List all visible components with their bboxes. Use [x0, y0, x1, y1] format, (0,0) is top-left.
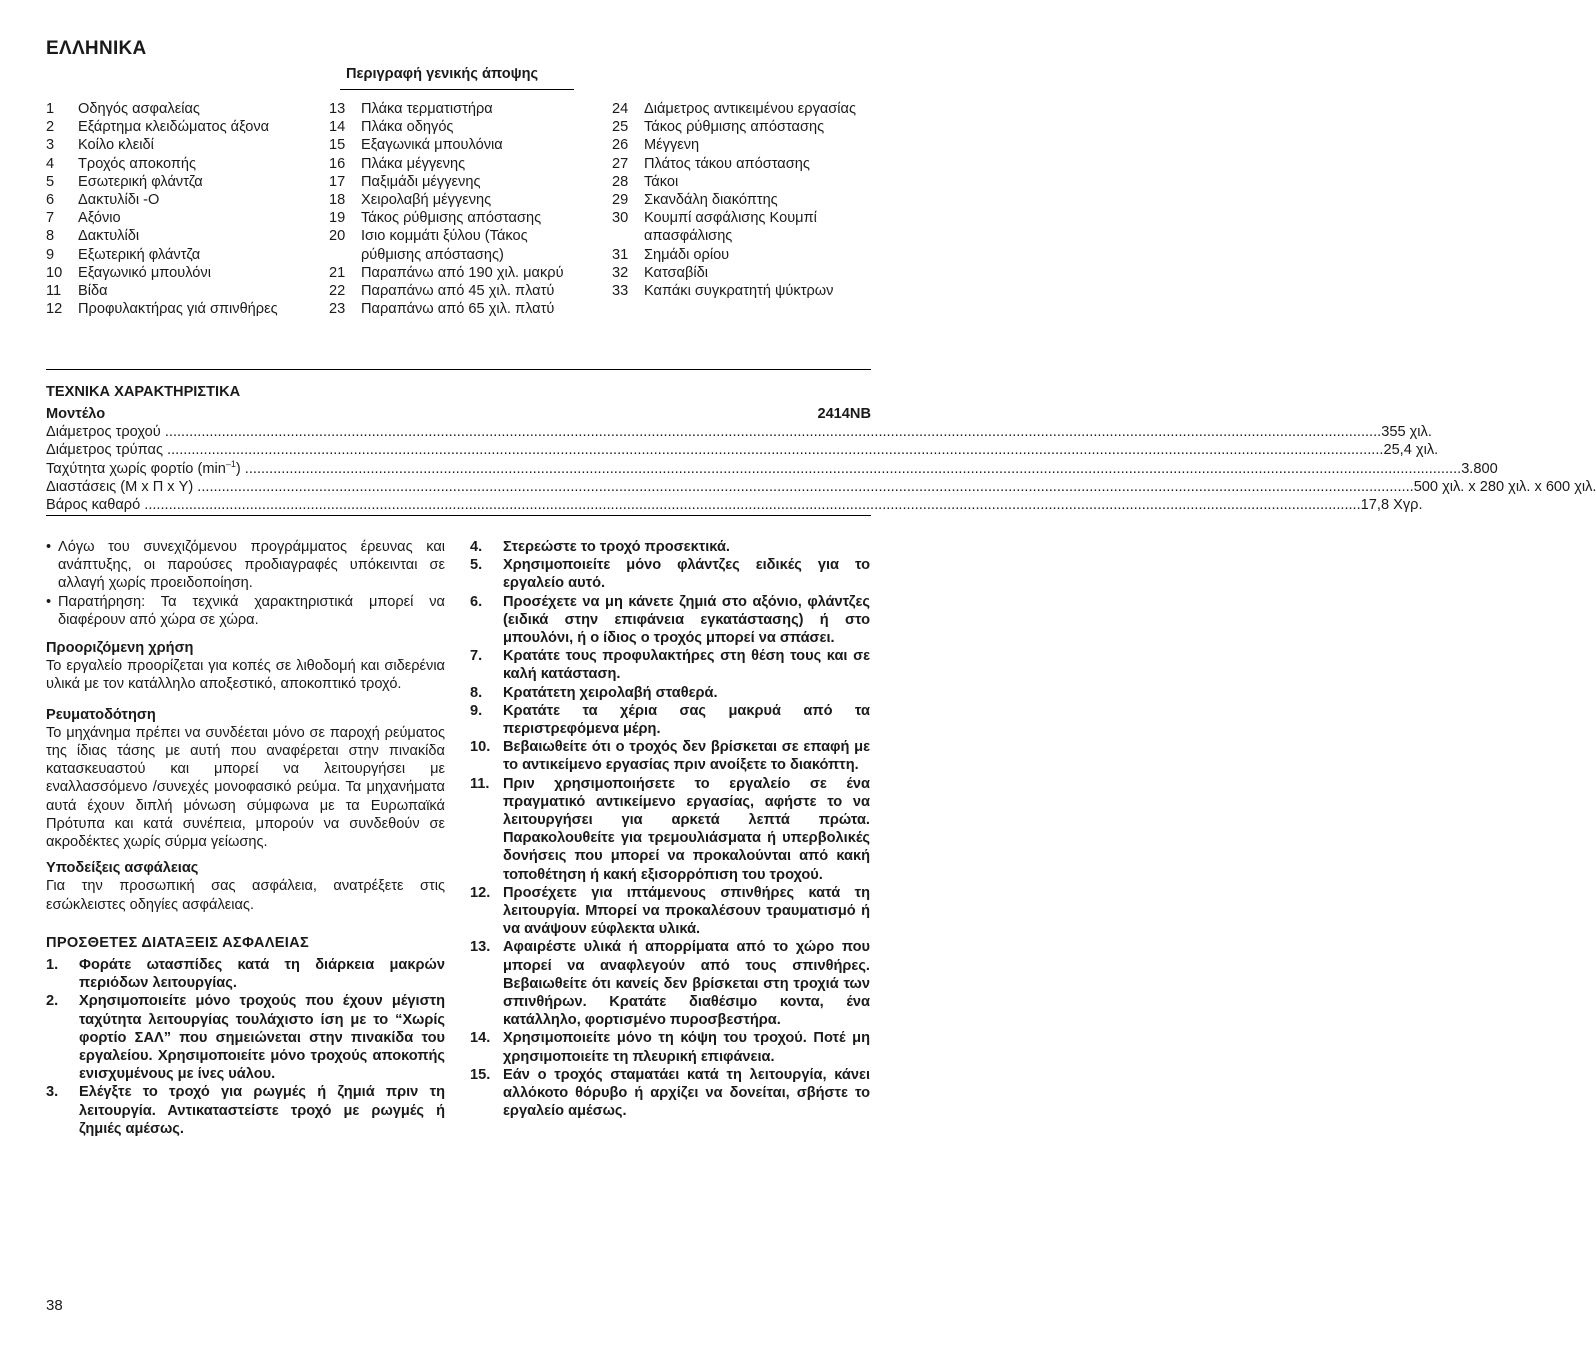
spec-label: Διάμετρος τροχού [46, 424, 161, 441]
safety-item-text: Κρατάτε τα χέρια σας μακρυά από τα περιστρεφόμενα μέρη. [503, 702, 870, 738]
part-label: Τάκοι [644, 173, 679, 190]
spec-row [46, 423, 1432, 441]
part-number: 11 [46, 283, 62, 300]
safety-item-text: Χρησιμοποιείτε μόνο τη κόψη του τροχού. Ποτέ μη χρησιμοποιείτε τη πλευρική επιφάνεια. [503, 1030, 870, 1065]
safety-item-text: Εάν ο τροχός σταματάει κατά τη λειτουργία, κάνει αλλόκοτο θόρυβο ή αρχίζει να δονείται, σβήστε το εργαλείο αμέσως. [503, 1066, 870, 1120]
parts-list-item [46, 118, 286, 136]
part-label: Χειρολαβή μέγγενης [361, 192, 492, 209]
spec-value: 355 χιλ. [1381, 424, 1432, 441]
part-label: Τάκος ρύθμισης απόστασης [644, 119, 825, 136]
safety-item-text: Πριν χρησιμοποιήσετε το εργαλείο σε ένα πραγματικό αντικείμενο εργασίας, αφήστε το να λειτουργήσει για αρκετά λεπτά πρώτα. Παρακολουθείτε για τρεμουλιάσματα ή υπερβολικές δονήσεις που μπορεί να προκαλούνται από κακή τοποθέτηση ή κακή εξισορρόπιση του τροχού. [503, 775, 870, 883]
safety-item-number: 14. [470, 1030, 491, 1047]
safety-item [470, 1029, 870, 1065]
specs-model-row [46, 405, 871, 423]
part-number: 8 [46, 228, 55, 245]
leader-dots: ............................................................................................................................................................................................................................................................................................................ [240, 460, 1462, 477]
section-divider [46, 515, 871, 516]
part-number: 20 [329, 228, 346, 245]
safety-item [470, 702, 870, 738]
additional-safety-list-left [46, 956, 445, 1138]
safety-item [470, 556, 870, 592]
page-number: 38 [46, 1297, 63, 1314]
safety-item-text: Βεβαιωθείτε ότι ο τροχός δεν βρίσκεται σε επαφή με το αντικείμενο εργασίας πριν ανοίξετε το διακόπτη. [503, 739, 870, 774]
specs-table [46, 405, 1596, 514]
part-number: 3 [46, 137, 55, 154]
part-number: 29 [612, 192, 629, 209]
part-label: Πλάκα τερματιστήρα [361, 101, 493, 117]
parts-list-item [329, 136, 589, 154]
safety-item [470, 884, 870, 939]
parts-list-item [46, 173, 286, 191]
part-number: 6 [46, 192, 55, 209]
parts-list-item [329, 282, 589, 300]
part-label: Βίδα [78, 283, 108, 300]
part-label: Τάκος ρύθμισης απόστασης [361, 210, 542, 227]
part-number: 14 [329, 119, 346, 136]
part-label: Εσωτερική φλάντζα [78, 173, 203, 190]
part-number: 21 [329, 264, 346, 281]
right-column [470, 538, 870, 1121]
parts-list-column-1 [46, 100, 286, 318]
part-number: 22 [329, 283, 346, 300]
parts-list-item [612, 173, 874, 191]
safety-item-number: 9. [470, 702, 483, 719]
part-number: 2 [46, 119, 55, 136]
parts-list-item [329, 100, 589, 118]
part-number: 25 [612, 119, 629, 136]
leader-dots: ............................................................................................................................................................................................................................................................................................................ [140, 496, 1361, 513]
safety-item [470, 738, 870, 774]
note-item: • Παρατήρηση: Τα τεχνικά χαρακτηριστικά μπορεί να διαφέρουν από χώρα σε χώρα. [46, 593, 445, 628]
safety-item [470, 538, 870, 556]
part-number: 33 [612, 283, 629, 300]
safety-item [46, 1083, 445, 1138]
parts-list-item [329, 155, 589, 173]
part-number: 10 [46, 264, 63, 281]
spec-value: 500 χιλ. x 280 χιλ. x 600 χιλ. [1413, 478, 1596, 495]
part-label: Δακτυλίδι [78, 228, 140, 245]
safety-item-number: 15. [470, 1066, 491, 1083]
parts-list-item [46, 100, 286, 118]
parts-list-item [612, 155, 874, 173]
model-label: Μοντέλο [46, 406, 106, 422]
model-value: 2414NB [817, 406, 871, 422]
parts-list-item [46, 300, 286, 318]
part-label: Σημάδι ορίου [644, 246, 730, 263]
part-number: 7 [46, 210, 55, 227]
part-number: 13 [329, 101, 346, 117]
safety-item-number: 12. [470, 884, 491, 901]
parts-list-item [612, 118, 874, 136]
parts-list-column-2 [329, 100, 589, 318]
parts-list-item [612, 264, 874, 282]
part-label: Τροχός αποκοπής [78, 155, 197, 172]
safety-item-number: 3. [46, 1084, 59, 1101]
part-number: 23 [329, 301, 346, 318]
safety-item-number: 2. [46, 993, 59, 1010]
parts-list-item [612, 282, 874, 300]
leader-dots: ............................................................................................................................................................................................................................................................................................................ [163, 442, 1384, 459]
safety-item-text: Χρησιμοποιείτε μόνο τροχούς που έχουν μέγιστη ταχύτητα λειτουργίας τουλάχιστο ίση με το “Χωρίς φορτίο ΣΑΛ” που σημειώνεται στην πινακίδα του εργαλείου. Χρησιμοποιείτε μόνο τροχούς αποκοπής ενισχυμένους με ίνες υάλου. [79, 993, 445, 1083]
additional-safety-title: ΠΡΟΣΘΕΤΕΣ ΔΙΑΤΑΞΕΙΣ ΑΣΦΑΛΕΙΑΣ [46, 934, 310, 951]
safety-item-text: Προσέχετε να μη κάνετε ζημιά στο αξόνιο, φλάντζες (ειδικά στην επιφάνεια εγκατάστασης) ή στο μπουλόνι, ή ο ίδιος ο τροχός μπορεί να σπάσει. [503, 593, 870, 647]
safety-item [470, 938, 870, 1029]
parts-list-item [612, 100, 874, 118]
safety-item-text: Ελέγξτε το τροχό για ρωγμές ή ζημιά πριν τη λειτουργία. Αντικαταστείστε τροχό με ρωγμές ή ζημιές αμέσως. [79, 1084, 445, 1137]
parts-list-item [46, 191, 286, 209]
parts-list-item [612, 191, 874, 209]
safety-item-text: Στερεώστε το τροχό προσεκτικά. [503, 539, 730, 555]
part-number: 16 [329, 155, 346, 172]
part-label: Δακτυλίδι -Ο [78, 192, 160, 209]
safety-item [470, 684, 870, 702]
spec-label: Διάμετρος τρύπας [46, 442, 163, 459]
part-label: Παραπάνω από 65 χιλ. πλατύ [361, 301, 555, 318]
power-title: Ρευματοδότηση [46, 706, 156, 723]
part-label: Σκανδάλη διακόπτης [644, 192, 778, 209]
part-number: 24 [612, 101, 629, 117]
safety-hints-title: Υποδείξεις ασφάλειας [46, 860, 199, 877]
part-label: Παξιμάδι μέγγενης [361, 173, 481, 190]
left-column [46, 538, 445, 1138]
part-number: 19 [329, 210, 346, 227]
parts-list-item [46, 136, 286, 154]
safety-item-number: 4. [470, 539, 483, 555]
parts-list-item [329, 209, 589, 227]
safety-item-text: Αφαιρέστε υλικά ή απορρίματα από το χώρο που μπορεί να αναφλεγούν από τους σπινθήρες. Βεβαιωθείτε ότι κανείς δεν βρίσκεται στη τροχιά των σπινθήρων. Κρατάτε διαθέσιμο κοντα, ένα κατάλληλο, φορτισμένο πυροσβεστήρα. [503, 939, 870, 1029]
part-number: 17 [329, 173, 346, 190]
power-text: Το μηχάνημα πρέπει να συνδέεται μόνο σε παροχή ρεύματος της ίδιας τάσης με αυτή που αναφέρεται στην πινακίδα κατασκευαστού και μπορεί να λειτουργήσει με εναλλασσόμενο /συνεχές μονοφασικό ρεύμα. Τα μηχανήματα αυτά έχουν διπλή μόνωση σύμφωνα με τα Ευρωπαϊκά Πρότυπα και κατά συνέπεια, μπορούν να συνδεθούν σε ακροδέκτες χωρίς σύρμα γείωσης. [46, 724, 445, 851]
part-number: 5 [46, 173, 55, 190]
language-heading: ΕΛΛΗΝΙΚΑ [46, 38, 147, 59]
safety-item-number: 11. [470, 775, 490, 792]
safety-item-number: 1. [46, 957, 59, 974]
part-label: Αξόνιο [78, 210, 121, 227]
part-number: 27 [612, 155, 629, 172]
safety-item-number: 10. [470, 739, 491, 756]
parts-list-item [612, 209, 874, 245]
safety-item-number: 7. [470, 648, 483, 665]
parts-list-item [329, 173, 589, 191]
part-label: Καπάκι συγκρατητή ψύκτρων [644, 283, 834, 300]
part-number: 1 [46, 101, 55, 117]
part-label: Εξωτερική φλάντζα [78, 246, 201, 263]
safety-item [46, 956, 445, 992]
parts-list-item [329, 191, 589, 209]
parts-list-item [46, 155, 286, 173]
part-label: Παραπάνω από 45 χιλ. πλατύ [361, 283, 555, 300]
parts-list-item [329, 264, 589, 282]
part-number: 28 [612, 173, 629, 190]
safety-item-number: 8. [470, 684, 483, 701]
part-label: Πλάκα μέγγενης [361, 155, 466, 172]
spec-row [46, 478, 1596, 496]
parts-list-item [329, 118, 589, 136]
part-label: Κατσαβίδι [644, 264, 708, 281]
part-label: Πλάκα οδηγός [361, 119, 454, 136]
part-number: 9 [46, 246, 55, 263]
spec-row [46, 458, 1498, 478]
safety-item [470, 775, 870, 884]
part-label: Εξαγωνικά μπουλόνια [361, 137, 503, 154]
safety-item-text: Κρατάτετη χειρολαβή σταθερά. [503, 684, 718, 701]
safety-hints-text: Για την προσωπική σας ασφάλεια, ανατρέξετε στις εσώκλειστες οδηγίες ασφάλειας. [46, 878, 445, 913]
part-number: 18 [329, 192, 346, 209]
parts-list-item [46, 246, 286, 264]
part-number: 15 [329, 137, 346, 154]
parts-list-item [46, 264, 286, 282]
spec-value: 3.800 [1461, 460, 1498, 477]
parts-list-item [612, 136, 874, 154]
spec-label: Ταχύτητα χωρίς φορτίο $(\min^{-1})$ [46, 458, 241, 477]
part-label: Παραπάνω από 190 χιλ. μακρύ [361, 264, 564, 281]
spec-value: 25,4 χιλ. [1383, 442, 1439, 459]
parts-list-item [46, 209, 286, 227]
parts-list-item [329, 227, 589, 263]
leader-dots: ............................................................................................................................................................................................................................................................................................................ [193, 478, 1414, 495]
safety-item [470, 647, 870, 683]
intended-use-text: Το εργαλείο προορίζεται για κοπές σε λιθοδομή και σιδερένια υλικά με τον κατάλληλο αποξεστικό, αποκοπτικό τροχό. [46, 658, 445, 693]
safety-item-text: Προσέχετε για ιπτάμενους σπινθήρες κατά τη λειτουργία. Μπορεί να προκαλέσουν τραυματισμό ή να ανάψουν εύφλεκτα υλικά. [503, 884, 870, 938]
part-number: 32 [612, 264, 629, 281]
intended-use-title: Προοριζόμενη χρήση [46, 640, 194, 657]
part-label: Προφυλακτήρας γιά σπινθήρες [78, 301, 278, 318]
spec-label: Βάρος καθαρό [46, 496, 141, 513]
safety-item [46, 992, 445, 1083]
spec-label: Διαστάσεις (Μ x Π x Υ) [46, 478, 194, 495]
safety-item [470, 593, 870, 648]
spec-row [46, 441, 1439, 459]
additional-safety-list-right [470, 538, 870, 1121]
spec-row [46, 496, 1423, 514]
part-label: Κουμπί ασφάλισης Κουμπί απασφάλισης [644, 210, 817, 245]
part-label: Οδηγός ασφαλείας [78, 101, 200, 117]
safety-item-number: 6. [470, 593, 483, 610]
overview-title: Περιγραφή γενικής άποψης [346, 66, 539, 82]
part-number: 30 [612, 210, 629, 227]
parts-list-column-3 [612, 100, 874, 300]
spec-value: 17,8 Χγρ. [1360, 496, 1423, 513]
part-number: 12 [46, 301, 63, 318]
specs-title: ΤΕΧΝΙΚΑ ΧΑΡΑΚΤΗΡΙΣΤΙΚΑ [46, 384, 241, 400]
part-label: Ισιο κομμάτι ξύλου (Τάκος ρύθμισης απόστασης) [361, 228, 528, 263]
safety-item-text: Χρησιμοποιείτε μόνο φλάντζες ειδικές για το εργαλείο αυτό. [503, 557, 870, 592]
part-number: 31 [612, 246, 629, 263]
part-number: 4 [46, 155, 55, 172]
part-number: 26 [612, 137, 629, 154]
overview-title-underline [340, 89, 574, 90]
safety-item-number: 13. [470, 939, 491, 956]
parts-list-item [46, 282, 286, 300]
part-label: Εξάρτημα κλειδώματος άξονα [78, 119, 270, 136]
part-label: Διάμετρος αντικειμένου εργασίας [644, 101, 857, 117]
parts-list-item [329, 300, 589, 318]
part-label: Εξαγωνικό μπουλόνι [78, 264, 211, 281]
section-divider [46, 369, 871, 370]
safety-item-text: Κρατάτε τους προφυλακτήρες στη θέση τους και σε καλή κατάσταση. [503, 648, 870, 683]
parts-list-item [46, 227, 286, 245]
safety-item-number: 5. [470, 557, 483, 574]
leader-dots: ............................................................................................................................................................................................................................................................................................................ [160, 424, 1382, 441]
parts-list-item [612, 246, 874, 264]
part-label: Πλάτος τάκου απόστασης [644, 155, 810, 172]
safety-item [470, 1066, 870, 1121]
part-label: Μέγγενη [644, 137, 700, 154]
note-item: • Λόγω του συνεχιζόμενου προγράμματος έρευνας και ανάπτυξης, οι παρούσες προδιαγραφές υπόκεινται σε αλλαγή χωρίς προειδοποίηση. [46, 539, 445, 592]
safety-item-text: Φοράτε ωτασπίδες κατά τη διάρκεια μακρών περιόδων λειτουργίας. [79, 957, 445, 992]
part-label: Κοίλο κλειδί [78, 137, 154, 154]
